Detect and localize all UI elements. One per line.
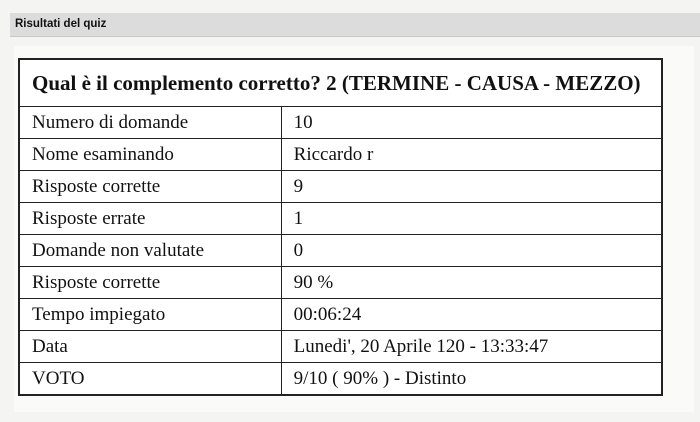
row-value-correct: 9 <box>281 171 662 203</box>
row-value-num-questions: 10 <box>281 107 662 139</box>
row-label-examinee: Nome esaminando <box>19 139 281 171</box>
table-row <box>19 235 662 267</box>
table-row <box>19 139 662 171</box>
section-header <box>10 13 700 37</box>
table-row <box>19 331 662 363</box>
row-value-unrated: 0 <box>281 235 662 267</box>
row-label-correct: Risposte corrette <box>19 171 281 203</box>
table-row <box>19 363 662 396</box>
row-label-num-questions: Numero di domande <box>19 107 281 139</box>
row-label-unrated: Domande non valutate <box>19 235 281 267</box>
row-label-correct-percent: Risposte corrette <box>19 267 281 299</box>
table-title-row <box>19 59 662 107</box>
row-value-wrong: 1 <box>281 203 662 235</box>
table-row <box>19 107 662 139</box>
row-label-wrong: Risposte errate <box>19 203 281 235</box>
row-value-date: Lunedi', 20 Aprile 120 - 13:33:47 <box>281 331 662 363</box>
top-strip <box>0 0 700 12</box>
row-value-time: 00:06:24 <box>281 299 662 331</box>
table-row <box>19 203 662 235</box>
quiz-title: Qual è il complemento corretto? 2 (TERMINE - CAUSA - MEZZO) <box>19 59 662 107</box>
row-value-correct-percent: 90 % <box>281 267 662 299</box>
table-row <box>19 299 662 331</box>
row-label-grade: VOTO <box>19 363 281 396</box>
row-label-date: Data <box>19 331 281 363</box>
row-label-time: Tempo impiegato <box>19 299 281 331</box>
table-row <box>19 267 662 299</box>
row-value-grade: 9/10 ( 90% ) - Distinto <box>281 363 662 396</box>
quiz-results-table <box>18 58 663 396</box>
table-row <box>19 171 662 203</box>
row-value-examinee: Riccardo r <box>281 139 662 171</box>
section-header-title: Risultati del quiz <box>15 18 107 30</box>
